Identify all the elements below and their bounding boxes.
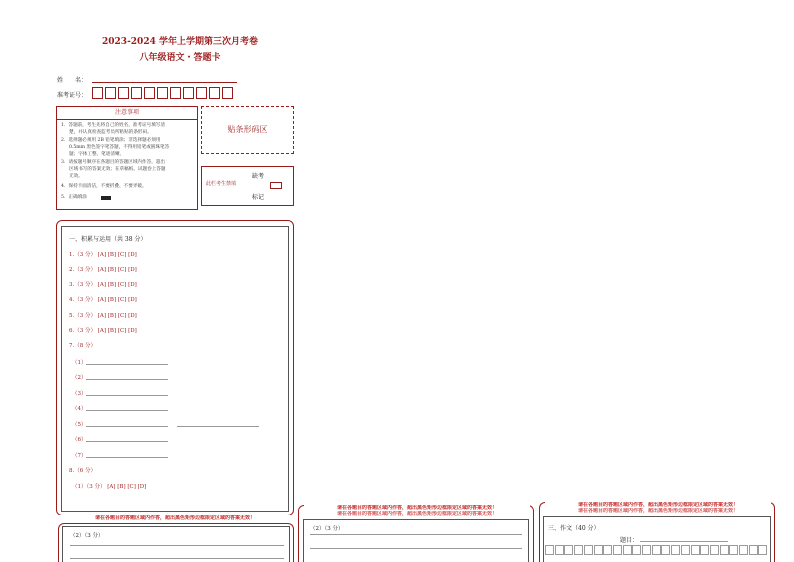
notice-line: 楚，并认真检查监考员所粘贴的条形码。	[69, 130, 152, 135]
question-number: 6.（3 分）	[69, 328, 96, 334]
choice-question	[69, 326, 137, 334]
choice-question	[69, 250, 137, 258]
name-label: 姓 名：	[57, 77, 88, 84]
q7-answer-line[interactable]	[86, 364, 168, 365]
q7-answer-line[interactable]	[86, 441, 168, 442]
essay-grid-cell[interactable]	[594, 545, 603, 555]
essay-grid-cell[interactable]	[574, 545, 583, 555]
answer-line[interactable]	[70, 558, 284, 559]
choice-options[interactable]: [A] [B] [C] [D]	[97, 328, 137, 334]
essay-grid-cell[interactable]	[729, 545, 738, 555]
q7-item-label: （5）	[72, 422, 87, 428]
choice-options[interactable]: [A] [B] [C] [D]	[97, 313, 137, 319]
choice-question	[69, 295, 137, 303]
essay-section-title: 三、作文（40 分）	[548, 525, 600, 532]
essay-topic-label: 题目：	[620, 537, 639, 544]
notice-line: 无效。	[69, 174, 83, 179]
question-number: 1.（3 分）	[69, 252, 96, 258]
notice-line: 3．请按题号顺序在各题目的答题区域内作答，超出	[61, 160, 165, 165]
q7-answer-line[interactable]	[86, 426, 168, 427]
answer-line[interactable]	[310, 548, 522, 549]
answer-line[interactable]	[70, 545, 284, 546]
essay-grid-cell[interactable]	[584, 545, 593, 555]
choice-question	[69, 265, 137, 273]
id-digit-box[interactable]	[183, 87, 194, 99]
essay-grid-cell[interactable]	[661, 545, 670, 555]
essay-grid-cell[interactable]	[700, 545, 709, 555]
notice-line: 题；字体工整、笔迹清晰。	[69, 152, 125, 157]
answer-line[interactable]	[310, 534, 522, 535]
essay-grid-cell[interactable]	[603, 545, 612, 555]
notice-heading: 注意事项	[57, 107, 197, 120]
essay-grid-cell[interactable]	[564, 545, 573, 555]
essay-grid-cell[interactable]	[720, 545, 729, 555]
q7-answer-line[interactable]	[86, 395, 168, 396]
essay-grid-cell[interactable]	[710, 545, 719, 555]
filled-bubble-sample	[101, 196, 111, 200]
question-number: 4.（3 分）	[69, 297, 96, 303]
id-digit-box[interactable]	[222, 87, 233, 99]
choice-options[interactable]: [A] [B] [C] [D]	[97, 297, 137, 303]
id-digit-box[interactable]	[157, 87, 168, 99]
question-8-1	[72, 482, 146, 490]
choice-options[interactable]: [A] [B] [C] [D]	[97, 267, 137, 273]
absent-label-2: 标记	[252, 194, 265, 201]
q7-item-label: （2）	[72, 375, 87, 381]
essay-topic-field[interactable]	[640, 541, 728, 542]
section-1-title: 一、积累与运用（共 38 分）	[69, 236, 147, 243]
absent-checkbox[interactable]	[270, 182, 282, 189]
essay-grid-cell[interactable]	[652, 545, 661, 555]
q7-answer-line[interactable]	[86, 410, 168, 411]
warning-banner: 请在各题目的答题区域内作答，超出黑色矩形边框限定区域的答案无效！	[304, 505, 530, 512]
question-number: （1）（3 分）	[72, 484, 106, 490]
choice-question	[69, 280, 137, 288]
absent-note: 此栏考生禁填	[206, 181, 237, 187]
question-7-label: 7.（8 分）	[69, 343, 96, 349]
id-label: 准考证号：	[57, 92, 88, 99]
barcode-area: 贴条形码区	[201, 106, 294, 154]
name-field[interactable]	[92, 82, 237, 83]
notice-line: 2．选择题必须用 2B 铅笔填涂；非选择题必须用	[61, 138, 161, 143]
id-digit-box[interactable]	[131, 87, 142, 99]
id-digit-box[interactable]	[118, 87, 129, 99]
essay-grid-cell[interactable]	[681, 545, 690, 555]
question-number: 2.（3 分）	[69, 267, 96, 273]
absent-label: 缺考	[252, 173, 265, 180]
id-digit-box[interactable]	[144, 87, 155, 99]
q7-item-label: （1）	[72, 360, 87, 366]
q7-item-label: （6）	[72, 437, 87, 443]
choice-options[interactable]: [A] [B] [C] [D]	[97, 282, 137, 288]
answer-sheet-subtitle: 八年级语文・答题卡	[139, 53, 221, 63]
question-2-label: （2）（3 分）	[70, 533, 104, 539]
question-2-label: （2）（3 分）	[310, 526, 344, 532]
q7-item-label: （7）	[72, 453, 87, 459]
essay-grid-cell[interactable]	[613, 545, 622, 555]
question-number: 3.（3 分）	[69, 282, 96, 288]
notice-line: 1．答题前，考生先将自己的姓名，准考证号填写清	[61, 123, 165, 128]
essay-grid-cell[interactable]	[632, 545, 641, 555]
essay-grid-cell[interactable]	[623, 545, 632, 555]
warning-banner: 请在各题目的答题区域内作答，超出黑色矩形边框限定区域的答案无效！	[545, 508, 771, 515]
warning-banner: 请在各题目的答题区域内作答，超出黑色矩形边框限定区域的答案无效！	[545, 502, 771, 509]
essay-grid-cell[interactable]	[671, 545, 680, 555]
id-digit-box[interactable]	[170, 87, 181, 99]
essay-grid-cell[interactable]	[642, 545, 651, 555]
essay-grid-cell[interactable]	[758, 545, 767, 555]
absent-mark-box	[201, 166, 294, 206]
essay-grid-cell[interactable]	[555, 545, 564, 555]
warning-banner: 请在各题目的答题区域内作答，超出黑色矩形边框限定区域的答案无效！	[304, 511, 530, 518]
notice-line: 5．正确填涂	[61, 195, 87, 200]
warning-banner: 请在各题目的答题区域内作答，超出黑色矩形边框限定区域的答案无效！	[58, 515, 292, 522]
q7-answer-line[interactable]	[177, 426, 259, 427]
id-digit-box[interactable]	[92, 87, 103, 99]
q7-item-label: （3）	[72, 391, 87, 397]
notice-line: 区域书写的答案无效；在草稿纸、试题卷上答题	[69, 167, 166, 172]
essay-grid-cell[interactable]	[691, 545, 700, 555]
essay-grid-cell[interactable]	[739, 545, 748, 555]
q7-answer-line[interactable]	[86, 379, 168, 380]
choice-options[interactable]: [A] [B] [C] [D]	[107, 484, 147, 490]
id-digit-box[interactable]	[105, 87, 116, 99]
choice-options[interactable]: [A] [B] [C] [D]	[97, 252, 137, 258]
notice-line: 4．保持卡面清洁，不要折叠、不要弄破。	[61, 184, 147, 189]
choice-question	[69, 311, 137, 319]
notice-line: 0.5mm 黑色签字笔答题，不得用铅笔或圆珠笔答	[69, 145, 170, 150]
q7-item-label: （4）	[72, 406, 87, 412]
q7-answer-line[interactable]	[86, 457, 168, 458]
question-8-label: 8.（6 分）	[69, 468, 96, 474]
essay-grid-cell[interactable]	[545, 545, 554, 555]
exam-title: 2023-2024 学年上学期第三次月考卷	[102, 37, 258, 47]
notice-box	[56, 106, 198, 210]
essay-grid-cell[interactable]	[749, 545, 758, 555]
essay-grid[interactable]	[545, 545, 769, 557]
id-digit-box[interactable]	[209, 87, 220, 99]
id-digit-box[interactable]	[196, 87, 207, 99]
question-number: 5.（3 分）	[69, 313, 96, 319]
